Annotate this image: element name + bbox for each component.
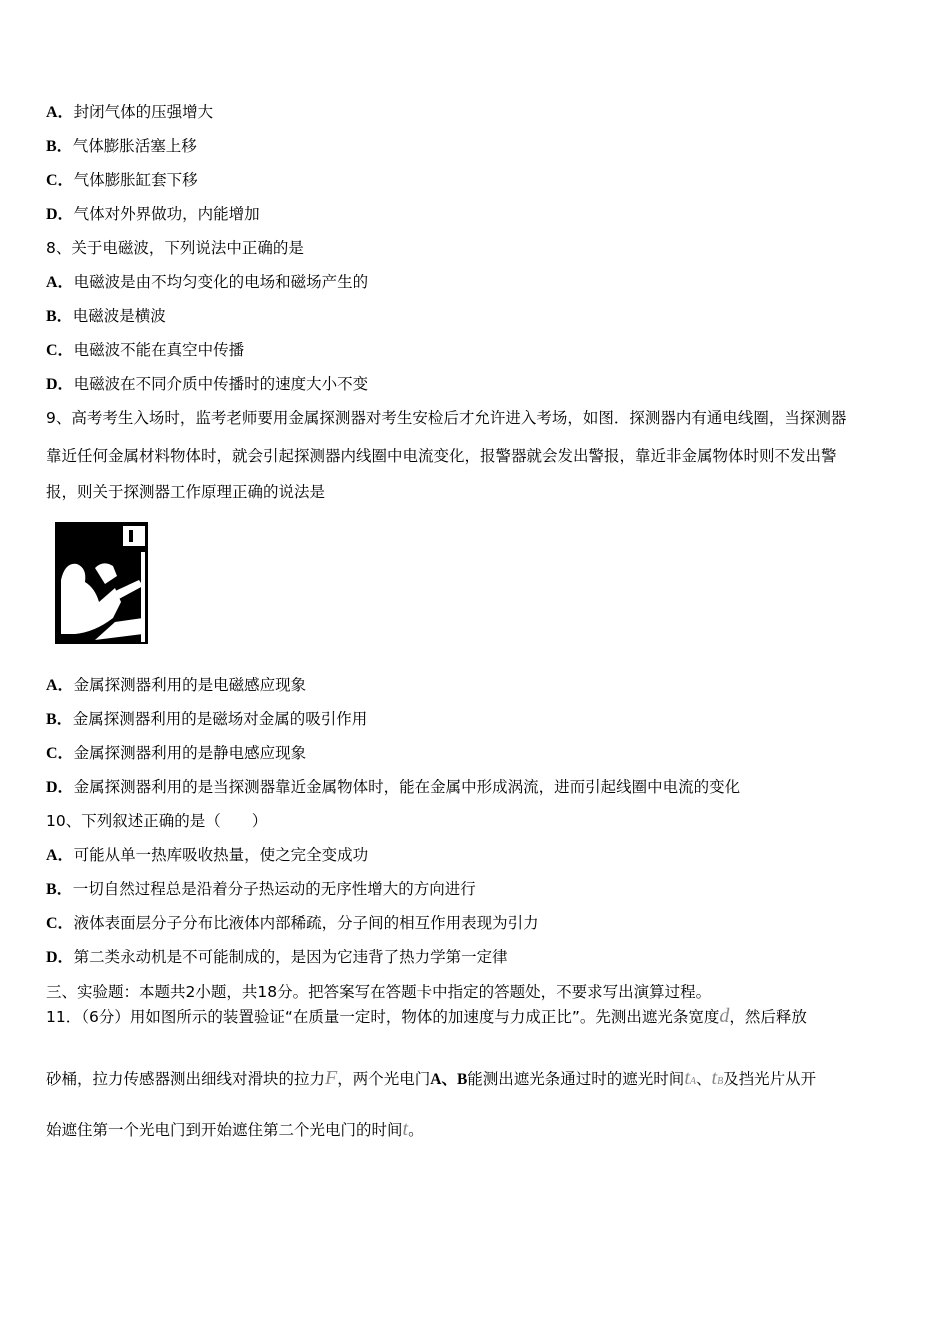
q9-option-d: D．金属探测器利用的是当探测器靠近金属物体时，能在金属中形成涡流，进而引起线圈中电流的变化: [46, 778, 741, 796]
q9-option-c: C．金属探测器利用的是静电感应现象: [46, 744, 307, 762]
q8-stem: 8、关于电磁波，下列说法中正确的是: [46, 239, 304, 257]
q9-option-b: B．金属探测器利用的是磁场对金属的吸引作用: [46, 710, 368, 728]
q11-line-1: 11．（6分）用如图所示的装置验证“在质量一定时，物体的加速度与力成正比”。先测出遮光条宽度d，然后释放: [46, 1005, 807, 1027]
q11-line-2: 砂桶，拉力传感器测出细线对滑块的拉力F，两个光电门A、B能测出遮光条通过时的遮光时间tA、tB及挡光片从开: [46, 1067, 817, 1089]
q7-option-d: D．气体对外界做功，内能增加: [46, 205, 260, 223]
q9-stem-line: 靠近任何金属材料物体时，就会引起探测器内线圈中电流变化，报警器就会发出警报，靠近非金属物体时则不发出警: [46, 447, 837, 465]
q8-option-c: C．电磁波不能在真空中传播: [46, 341, 245, 359]
q7-option-c: C．气体膨胀缸套下移: [46, 171, 198, 189]
q8-option-a: A．电磁波是由不均匀变化的电场和磁场产生的: [46, 273, 369, 291]
q7-option-a: A．封闭气体的压强增大: [46, 103, 214, 121]
q11-line-3: 始遮住第一个光电门到开始遮住第二个光电门的时间t。: [46, 1118, 424, 1140]
q10-option-d: D．第二类永动机是不可能制成的，是因为它违背了热力学第一定律: [46, 948, 508, 966]
q10-option-b: B．一切自然过程总是沿着分子热运动的无序性增大的方向进行: [46, 880, 476, 898]
q9-stem-line: 报，则关于探测器工作原理正确的说法是: [46, 483, 326, 501]
q10-option-a: A．可能从单一热库吸收热量，使之完全变成功: [46, 846, 369, 864]
q9-stem-line: 9、高考考生入场时，监考老师要用金属探测器对考生安检后才允许进入考场，如图．探测器内有通电线圈，当探测器: [46, 409, 847, 427]
q10-stem: 10、下列叙述正确的是（ ）: [46, 812, 268, 830]
section-3-heading: 三、实验题：本题共2小题，共18分。把答案写在答题卡中指定的答题处，不要求写出演算过程。: [46, 983, 712, 1001]
q7-option-b: B．气体膨胀活塞上移: [46, 137, 197, 155]
metal-detector-photo: [55, 522, 148, 644]
q10-option-c: C．液体表面层分子分布比液体内部稀疏，分子间的相互作用表现为引力: [46, 914, 539, 932]
q9-option-a: A．金属探测器利用的是电磁感应现象: [46, 676, 307, 694]
q8-option-b: B．电磁波是横波: [46, 307, 166, 325]
q8-option-d: D．电磁波在不同介质中传播时的速度大小不变: [46, 375, 369, 393]
